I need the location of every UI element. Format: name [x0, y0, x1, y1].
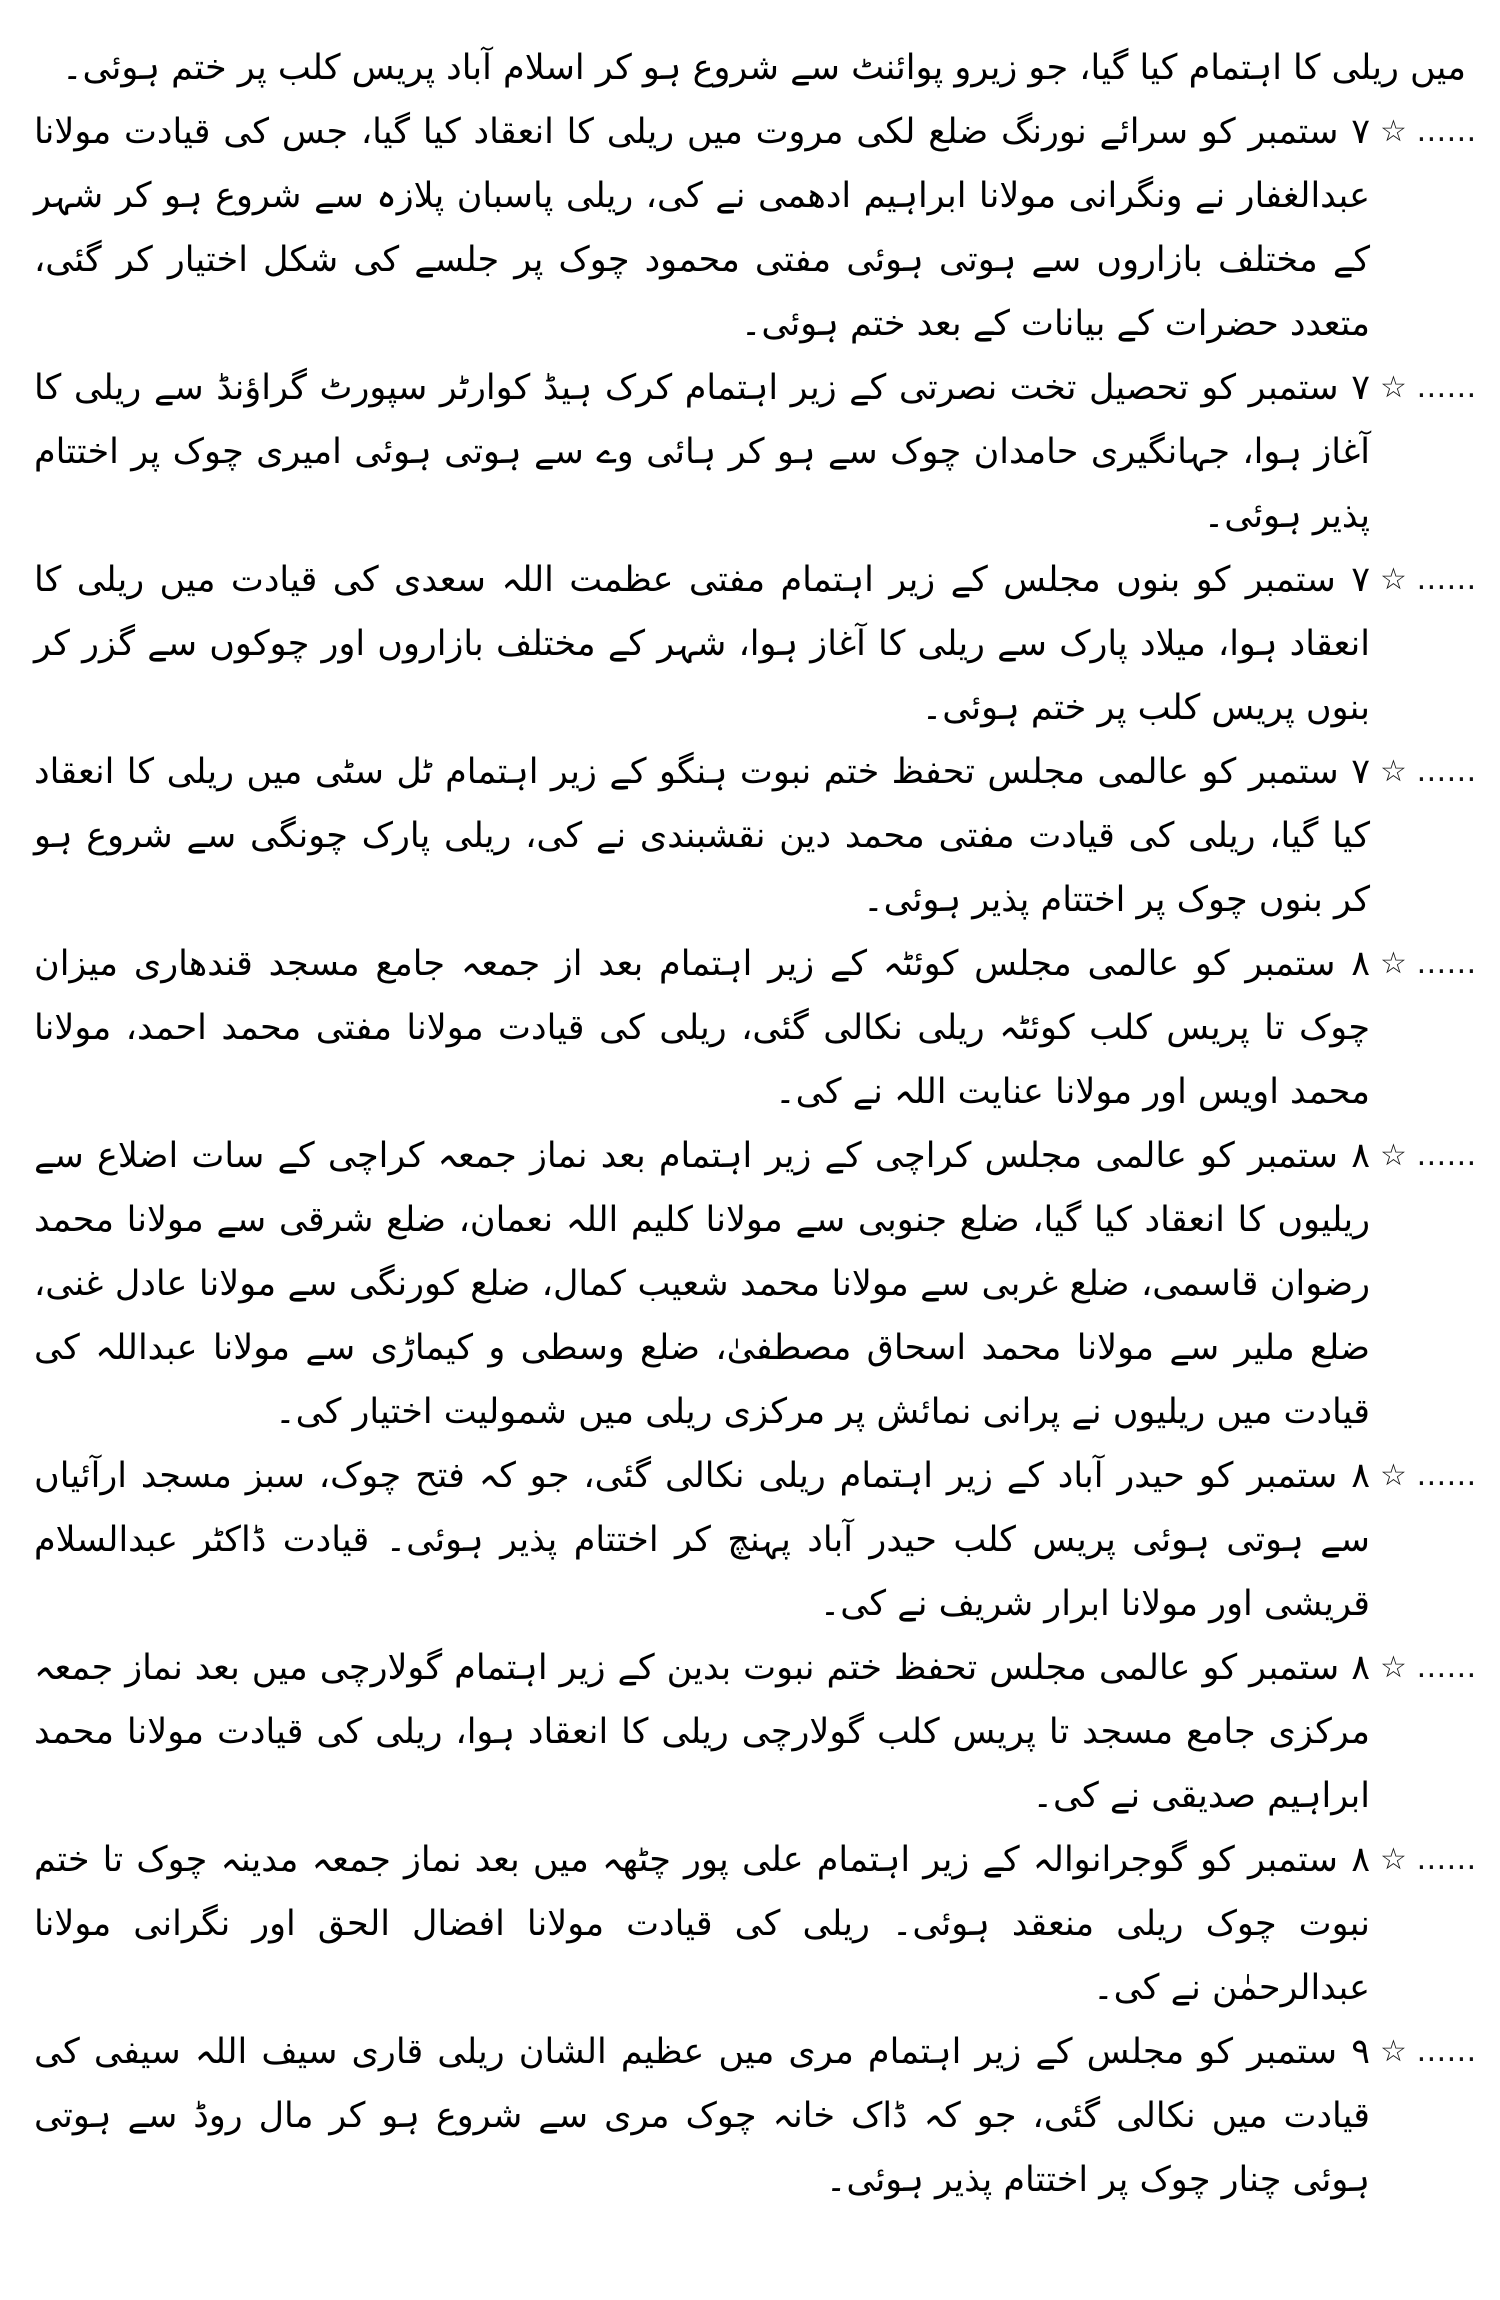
- list-item-text: ۷ ستمبر کو بنوں مجلس کے زیر اہتمام مفتی عظمت اللہ سعدی کی قیادت میں ریلی کا انعقاد ہوا، میلاد پارک سے ریلی کا آغاز ہوا، شہر کے مختلف بازاروں اور چوکوں سے گزر کر بنوں پریس کلب پر ختم ہوئی۔: [34, 560, 1370, 728]
- list-item: [34, 548, 1477, 740]
- list-item-text: ۸ ستمبر کو عالمی مجلس تحفظ ختم نبوت بدین کے زیر اہتمام گولارچی میں بعد نماز جمعہ مرکزی جامع مسجد تا پریس کلب گولارچی ریلی کا انعقاد ہوا، ریلی کی قیادت مولانا محمد ابراہیم صدیقی نے کی۔: [34, 1648, 1370, 1816]
- list-item-text: ۷ ستمبر کو تحصیل تخت نصرتی کے زیر اہتمام کرک ہیڈ کوارٹر سپورٹ گراؤنڈ سے ریلی کا آغاز ہوا، جہانگیری حامدان چوک سے ہو کر ہائی وے سے ہوتی ہوئی امیری چوک پر اختتام پذیر ہوئی۔: [34, 368, 1370, 536]
- list-item: [34, 100, 1477, 356]
- list-item: [34, 932, 1477, 1124]
- star-bullet-icon: ☆ ……: [1380, 1458, 1477, 1493]
- list-item-text: ۸ ستمبر کو عالمی مجلس کوئٹہ کے زیر اہتمام بعد از جمعہ جامع مسجد قندھاری میزان چوک تا پریس کلب کوئٹہ ریلی نکالی گئی، ریلی کی قیادت مولانا مفتی محمد احمد، مولانا محمد اویس اور مولانا عنایت اللہ نے کی۔: [34, 944, 1370, 1112]
- star-bullet-icon: ☆ ……: [1380, 370, 1477, 405]
- star-bullet-icon: ☆ ……: [1380, 2034, 1477, 2069]
- list-item-text: ۸ ستمبر کو گوجرانوالہ کے زیر اہتمام علی پور چٹھہ میں بعد نماز جمعہ مدینہ چوک تا ختم نبوت چوک ریلی منعقد ہوئی۔ ریلی کی قیادت مولانا افضال الحق اور نگرانی مولانا عبدالرحمٰن نے کی۔: [34, 1840, 1370, 2008]
- list-item: [34, 1444, 1477, 1636]
- list-item-text: ۹ ستمبر کو مجلس کے زیر اہتمام مری میں عظیم الشان ریلی قاری سیف اللہ سیفی کی قیادت میں نکالی گئی، جو کہ ڈاک خانہ چوک مری سے شروع ہو کر مال روڈ سے ہوتی ہوئی چنار چوک پر اختتام پذیر ہوئی۔: [34, 2032, 1370, 2200]
- list-item: [34, 1828, 1477, 2020]
- list-item: [34, 2020, 1477, 2212]
- list-item-text: ۷ ستمبر کو سرائے نورنگ ضلع لکی مروت میں ریلی کا انعقاد کیا گیا، جس کی قیادت مولانا عبدالغفار نے ونگرانی مولانا ابراہیم ادھمی نے کی، ریلی پاسبان پلازہ سے شروع ہو کر شہر کے مختلف بازاروں سے ہوتی ہوئی مفتی محمود چوک پر جلسے کی شکل اختیار کر گئی، متعدد حضرات کے بیانات کے بعد ختم ہوئی۔: [34, 112, 1370, 344]
- list-item: [34, 1124, 1477, 1444]
- list-item: [34, 356, 1477, 548]
- star-bullet-icon: ☆ ……: [1380, 754, 1477, 789]
- star-bullet-icon: ☆ ……: [1380, 1138, 1477, 1173]
- list-item: [34, 1636, 1477, 1828]
- list-item-text: ۸ ستمبر کو حیدر آباد کے زیر اہتمام ریلی نکالی گئی، جو کہ فتح چوک، سبز مسجد ارآئیاں سے ہوتی ہوئی پریس کلب حیدر آباد پہنچ کر اختتام پذیر ہوئی۔ قیادت ڈاکٹر عبدالسلام قریشی اور مولانا ابرار شریف نے کی۔: [34, 1456, 1370, 1624]
- star-bullet-icon: ☆ ……: [1380, 1650, 1477, 1685]
- star-bullet-icon: ☆ ……: [1380, 562, 1477, 597]
- list-item-text: ۸ ستمبر کو عالمی مجلس کراچی کے زیر اہتمام بعد نماز جمعہ کراچی کے سات اضلاع سے ریلیوں کا انعقاد کیا گیا، ضلع جنوبی سے مولانا کلیم اللہ نعمان، ضلع شرقی سے مولانا محمد رضوان قاسمی، ضلع غربی سے مولانا محمد شعیب کمال، ضلع کورنگی سے مولانا عادل غنی، ضلع ملیر سے مولانا محمد اسحاق مصطفیٰ، ضلع وسطی و کیماڑی سے مولانا عبداللہ کی قیادت میں ریلیوں نے پرانی نمائش پر مرکزی ریلی میں شمولیت اختیار کی۔: [34, 1136, 1370, 1432]
- list-item: [34, 740, 1477, 932]
- list-item-text: ۷ ستمبر کو عالمی مجلس تحفظ ختم نبوت ہنگو کے زیر اہتمام ٹل سٹی میں ریلی کا انعقاد کیا گیا، ریلی کی قیادت مفتی محمد دین نقشبندی نے کی، ریلی پارک چونگی سے شروع ہو کر بنوں چوک پر اختتام پذیر ہوئی۔: [34, 752, 1370, 920]
- star-bullet-icon: ☆ ……: [1380, 946, 1477, 981]
- star-bullet-icon: ☆ ……: [1380, 114, 1477, 149]
- star-bullet-icon: ☆ ……: [1380, 1842, 1477, 1877]
- paragraph-continuation: میں ریلی کا اہتمام کیا گیا، جو زیرو پوائنٹ سے شروع ہو کر اسلام آباد پریس کلب پر ختم ہوئی۔: [61, 48, 1466, 88]
